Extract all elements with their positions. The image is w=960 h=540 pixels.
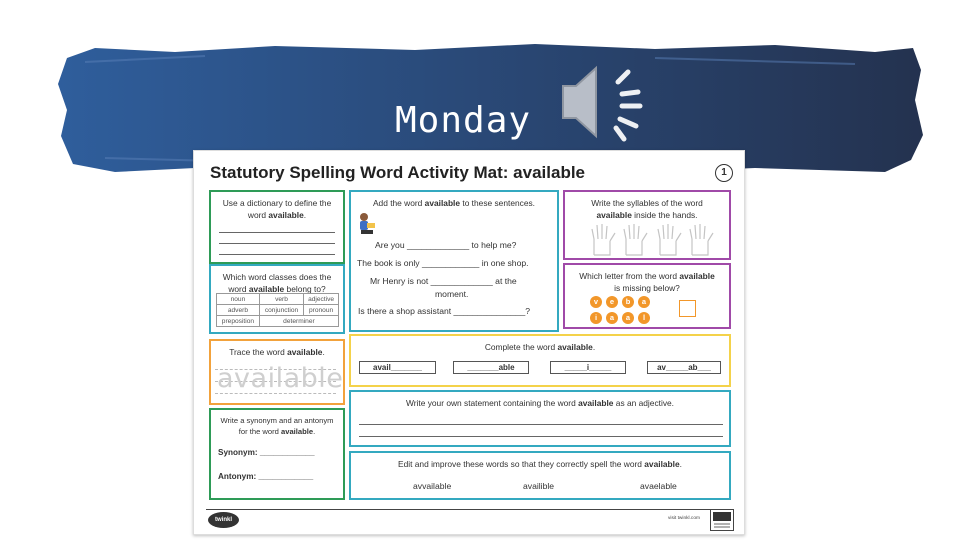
word-class-option[interactable]: determiner bbox=[259, 316, 338, 327]
define-box bbox=[209, 190, 345, 264]
answer-line[interactable] bbox=[219, 254, 335, 255]
sentence-3: Mr Henry is not _____________ at the bbox=[370, 276, 517, 286]
footer-url[interactable]: visit twinkl.com bbox=[668, 516, 700, 521]
letter-circle: i bbox=[590, 312, 602, 324]
word-fragment[interactable]: _______able bbox=[453, 361, 529, 374]
speaker-icon[interactable] bbox=[560, 62, 650, 142]
slide-title: Monday bbox=[395, 100, 532, 141]
synonym-box bbox=[209, 408, 345, 500]
letter-circle: l bbox=[638, 312, 650, 324]
quality-badge-icon bbox=[710, 509, 734, 531]
improve-box bbox=[349, 451, 731, 500]
classes-box bbox=[209, 264, 345, 334]
complete-prompt: Complete the word available. bbox=[484, 342, 596, 352]
mat-title: Statutory Spelling Word Activity Mat: available bbox=[210, 163, 586, 182]
word-class-option[interactable]: noun bbox=[217, 294, 260, 305]
activity-mat bbox=[193, 150, 745, 535]
twinkl-logo: twinkl bbox=[208, 512, 239, 528]
letter-circle: v bbox=[590, 296, 602, 308]
answer-line[interactable] bbox=[359, 424, 723, 425]
page-number: 1 bbox=[715, 164, 733, 182]
sentence-4: Is there a shop assistant _______________? bbox=[358, 306, 531, 316]
child-reading-icon bbox=[357, 212, 377, 236]
synonym-prompt: Write a synonym and an antonym for the word available. bbox=[220, 416, 334, 436]
sentence-1: Are you _____________ to help me? bbox=[375, 240, 517, 250]
word-class-grid bbox=[216, 293, 339, 327]
syllables-box bbox=[563, 190, 731, 260]
word-class-option[interactable]: conjunction bbox=[259, 305, 303, 316]
answer-line[interactable] bbox=[359, 436, 723, 437]
letter-circle: b bbox=[622, 296, 634, 308]
letter-circle: a bbox=[622, 312, 634, 324]
sentences-box bbox=[349, 190, 559, 332]
misspelt-word[interactable]: avvailable bbox=[413, 481, 452, 491]
word-class-option[interactable]: adverb bbox=[217, 305, 260, 316]
misspelt-word[interactable]: availible bbox=[523, 481, 555, 491]
syllables-prompt: Write the syllables of the word available inside the hands. bbox=[591, 198, 703, 221]
missing-letter-box bbox=[563, 263, 731, 329]
word-class-option[interactable]: verb bbox=[259, 294, 303, 305]
antonym-label[interactable]: Antonym: ____________ bbox=[218, 472, 314, 481]
define-prompt: Use a dictionary to define the word available. bbox=[222, 198, 332, 221]
missing-letter-answer-box[interactable] bbox=[679, 300, 696, 317]
footer-divider bbox=[206, 509, 732, 510]
statement-box bbox=[349, 390, 731, 447]
trace-box bbox=[209, 339, 345, 405]
statement-prompt: Write your own statement containing the word available as an adjective. bbox=[405, 398, 674, 408]
synonym-label[interactable]: Synonym: ____________ bbox=[218, 448, 315, 457]
trace-prompt: Trace the word available. bbox=[229, 347, 325, 357]
word-class-option[interactable]: adjective bbox=[304, 294, 339, 305]
improve-prompt: Edit and improve these words so that they correctly spell the word available. bbox=[398, 459, 682, 469]
answer-line[interactable] bbox=[219, 243, 335, 244]
word-class-option[interactable]: pronoun bbox=[304, 305, 339, 316]
word-fragment[interactable]: av_____ab___ bbox=[647, 361, 721, 374]
complete-box bbox=[349, 334, 731, 387]
word-fragment[interactable]: _____i_____ bbox=[550, 361, 626, 374]
letter-circle: a bbox=[606, 312, 618, 324]
answer-line[interactable] bbox=[219, 232, 335, 233]
trace-word[interactable]: available bbox=[217, 363, 344, 394]
letter-circle: a bbox=[638, 296, 650, 308]
letter-circle: e bbox=[606, 296, 618, 308]
sentence-2: The book is only ____________ in one shop. bbox=[357, 258, 529, 268]
classes-prompt: Which word classes does the word available belong to? bbox=[222, 272, 332, 295]
sentences-prompt: Add the word available to these sentences. bbox=[372, 198, 536, 208]
word-class-option[interactable]: preposition bbox=[217, 316, 260, 327]
word-fragment[interactable]: avail_______ bbox=[359, 361, 436, 374]
missing-letter-prompt: Which letter from the word available is missing below? bbox=[579, 271, 715, 294]
sentence-3-end: moment. bbox=[435, 289, 469, 299]
misspelt-word[interactable]: avaelable bbox=[640, 481, 677, 491]
hands-icon bbox=[590, 221, 718, 257]
